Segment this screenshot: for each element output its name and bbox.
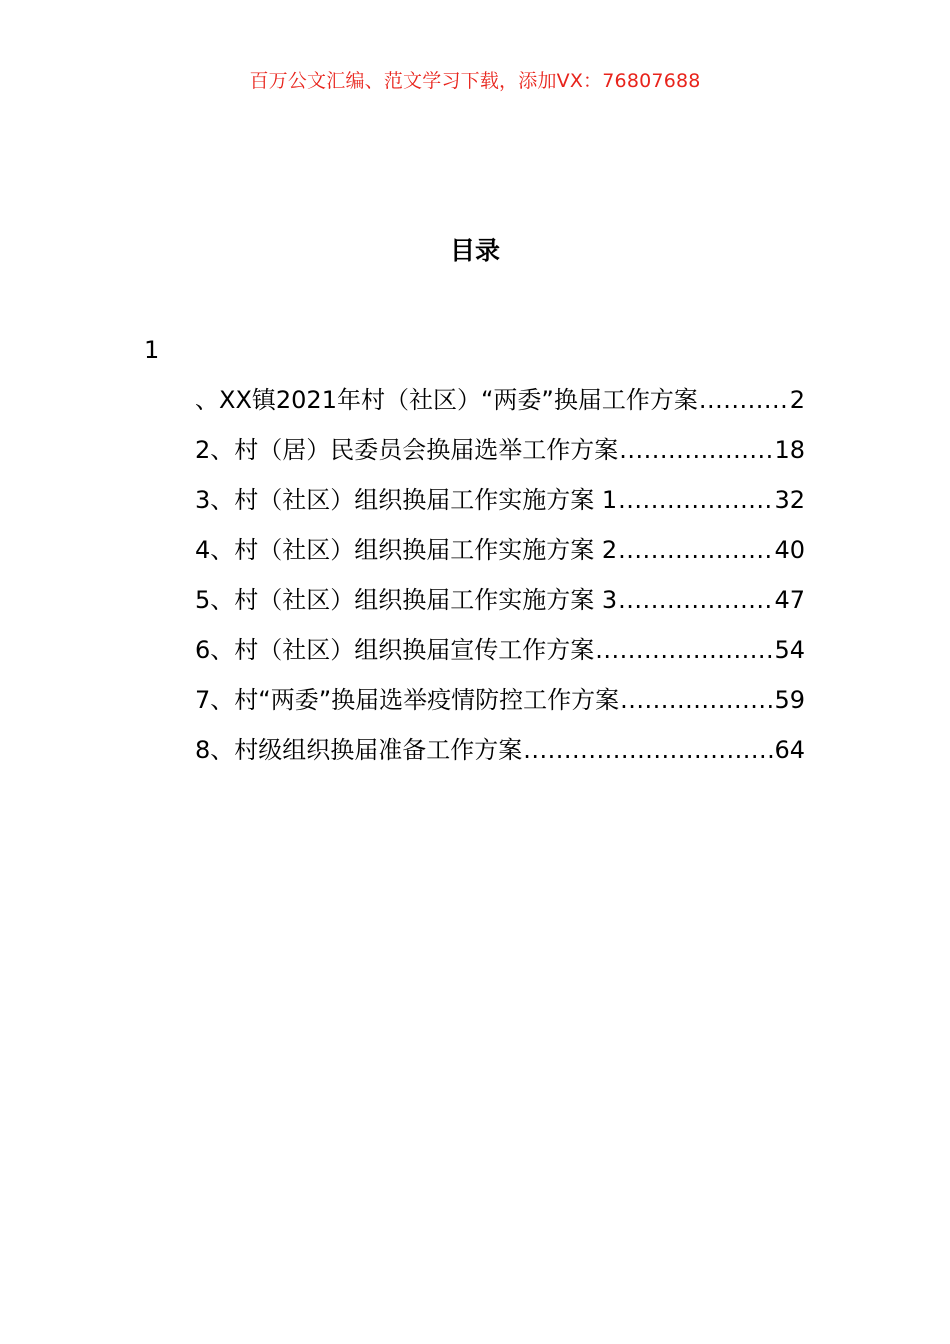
toc-title: 目录	[449, 236, 500, 265]
toc-entry-text: 5、村（社区）组织换届工作实施方案 3	[195, 586, 618, 614]
toc-leader-dots	[617, 482, 774, 518]
toc-leader-dots	[617, 582, 774, 618]
toc-entry[interactable]	[195, 732, 805, 782]
toc-entry-page: 47	[774, 586, 805, 614]
toc-entry-page: 40	[774, 536, 805, 564]
toc-entry-page: 54	[774, 636, 805, 664]
toc-entry-text: 6、村（社区）组织换届宣传工作方案	[195, 636, 595, 664]
toc-entry-page: 64	[774, 736, 805, 764]
toc-entry-page: 18	[774, 436, 805, 464]
toc-leader-dots	[698, 382, 790, 418]
toc-entry[interactable]	[195, 682, 805, 732]
toc-list	[195, 382, 805, 782]
toc-entry-page: 59	[774, 686, 805, 714]
toc-entry-text: 2、村（居）民委员会换届选举工作方案	[195, 436, 619, 464]
toc-leader-dots	[619, 682, 774, 718]
header-note: 百万公文汇编、范文学习下载，添加VX：76807688	[249, 70, 701, 92]
toc-leader-dots	[594, 632, 774, 668]
toc-leader-dots	[522, 732, 774, 768]
toc-entry-text: 、XX镇2021年村（社区）“两委”换届工作方案	[195, 386, 698, 414]
toc-entry[interactable]	[195, 582, 805, 632]
toc-entry-text: 8、村级组织换届准备工作方案	[195, 736, 523, 764]
toc-entry-page: 32	[774, 486, 805, 514]
toc-leader-dots	[618, 432, 774, 468]
toc-entry[interactable]	[195, 632, 805, 682]
toc-entry-text: 4、村（社区）组织换届工作实施方案 2	[195, 536, 618, 564]
toc-entry[interactable]	[195, 532, 805, 582]
toc-leader-dots	[617, 532, 774, 568]
toc-entry-number: 1	[144, 336, 160, 364]
toc-entry[interactable]	[195, 432, 805, 482]
toc-entry[interactable]	[195, 382, 805, 432]
toc-entry-text: 7、村“两委”换届选举疫情防控工作方案	[195, 686, 620, 714]
toc-entry[interactable]	[195, 482, 805, 532]
toc-entry-page: 2	[789, 386, 805, 414]
toc-entry-text: 3、村（社区）组织换届工作实施方案 1	[195, 486, 618, 514]
